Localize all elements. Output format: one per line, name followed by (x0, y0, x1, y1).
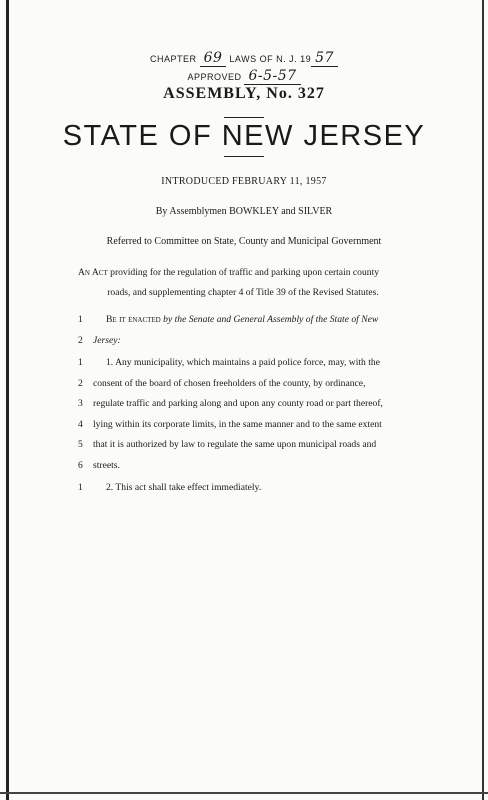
line-text: streets. (93, 459, 120, 471)
laws-year: 57 (311, 50, 338, 67)
enacting-clause-caps: Be it enacted (106, 314, 161, 325)
line-number: 1 (78, 314, 83, 325)
line-number: 6 (78, 459, 83, 471)
enacting-line-2 (78, 331, 418, 352)
line-text: regulate traffic and parking along and upon any county road or part thereof, (93, 398, 383, 409)
section1-line (78, 353, 418, 374)
section1-line (78, 394, 418, 415)
line-number: 1 (78, 357, 83, 368)
enacting-line-1 (78, 310, 418, 331)
line-text: that it is authorized by law to regulate the same upon municipal roads and (93, 439, 377, 450)
chapter-label: CHAPTER (150, 54, 197, 64)
enacting-clause-end: Jersey: (93, 334, 121, 346)
committee-referral: Referred to Committee on State, County and Municipal Government (106, 236, 382, 247)
scan-border-bottom (0, 792, 488, 794)
approved-value: 6-5-57 (244, 68, 300, 85)
act-title-line2: roads, and supplementing chapter 4 of Title 39 of the Revised Statutes. (107, 287, 379, 298)
section1-line (78, 415, 418, 436)
section1-line (78, 456, 418, 477)
state-title: STATE OF NEW JERSEY (62, 120, 426, 152)
assembly-number: ASSEMBLY, No. 327 (163, 85, 325, 102)
divider-bottom (224, 156, 264, 157)
line-number: 2 (78, 334, 83, 346)
line-number: 4 (78, 418, 83, 430)
act-title-line1: providing for the regulation of traffic and parking upon certain county (110, 267, 380, 278)
act-prefix: An Act (78, 267, 108, 278)
line-number: 1 (78, 482, 83, 493)
line-text: 2. This act shall take effect immediately. (106, 482, 262, 493)
line-number: 2 (78, 377, 83, 389)
line-text: 1. Any municipality, which maintains a paid police force, may, with the (106, 357, 380, 368)
approved-stamp (0, 68, 488, 84)
chapter-stamp (0, 50, 488, 66)
section1-line (78, 435, 418, 456)
divider-top (224, 117, 264, 118)
laws-label: LAWS OF N. J. 19 (229, 54, 312, 64)
line-text: lying within its corporate limits, in the same manner and to the same extent (93, 418, 382, 430)
approved-label: APPROVED (187, 72, 242, 82)
act-title (78, 263, 408, 303)
section1-line (78, 374, 418, 395)
line-text: consent of the board of chosen freeholders of the county, by ordinance, (93, 377, 366, 389)
bill-body (78, 310, 418, 499)
sponsors: By Assemblymen BOWKLEY and SILVER (155, 206, 333, 217)
chapter-value: 69 (200, 50, 227, 67)
line-number: 3 (78, 398, 83, 409)
enacting-clause: by the Senate and General Assembly of the State of New (163, 314, 379, 325)
introduced-date: INTRODUCED FEBRUARY 11, 1957 (161, 176, 327, 187)
section2-line (78, 478, 418, 499)
line-number: 5 (78, 439, 83, 450)
